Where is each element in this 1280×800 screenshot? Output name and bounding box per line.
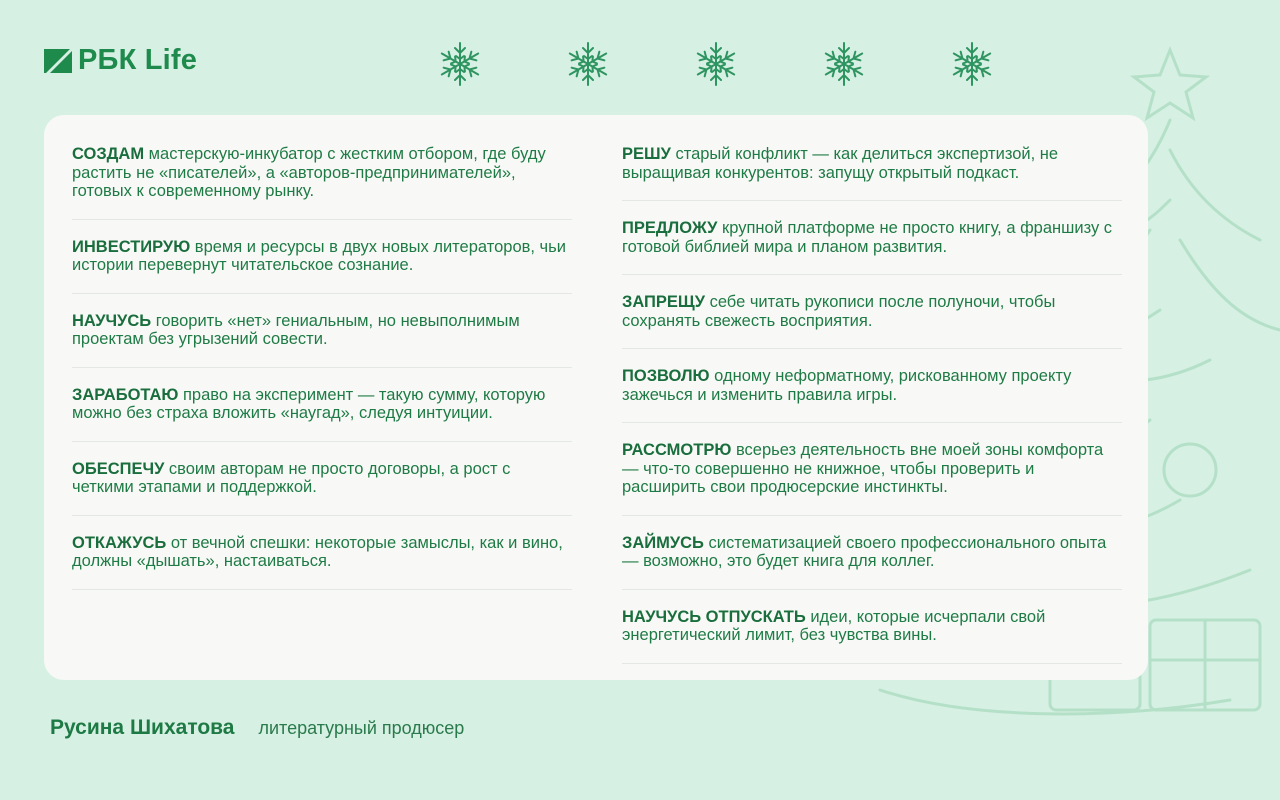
item-text: право на эксперимент — такую сумму, которую можно без страха вложить «наугад», следуя интуиции. — [72, 385, 546, 422]
list-item — [622, 145, 1122, 201]
brand-logo[interactable] — [44, 44, 197, 77]
item-text: своим авторам не просто договоры, а рост с четкими этапами и поддержкой. — [72, 459, 511, 496]
item-keyword: ОБЕСПЕЧУ — [72, 459, 165, 478]
item-text: крупной платформе не просто книгу, а франшизу с готовой библией мира и планом развития. — [622, 219, 1113, 256]
item-keyword: ИНВЕСТИРУЮ — [72, 237, 191, 256]
item-keyword: ЗАЙМУСЬ — [622, 533, 704, 552]
list-item — [72, 145, 572, 220]
list-item — [622, 293, 1122, 349]
item-text: идеи, которые исчерпали свой энергетический лимит, без чувства вины. — [622, 607, 1046, 644]
rbc-logo-icon — [44, 47, 72, 75]
author-name: Русина Шихатова — [50, 716, 235, 739]
brand-name: РБК Life — [78, 44, 198, 76]
item-keyword: РЕШУ — [622, 145, 671, 163]
item-text: одному неформатному, рискованному проекту зажечься и изменить правила игры. — [622, 367, 1072, 404]
item-text: говорить «нет» гениальным, но невыполнимым проектам без угрызений совести. — [72, 311, 520, 348]
snowflake-icon — [436, 40, 484, 88]
list-item — [622, 219, 1122, 275]
snowflake-icon — [564, 40, 612, 88]
item-text: старый конфликт — как делиться экспертизой, не выращивая конкурентов: запущу открытый подкаст. — [622, 145, 1059, 182]
author-role: литературный продюсер — [258, 718, 465, 738]
item-text: от вечной спешки: некоторые замыслы, как и вино, должны «дышать», настаиваться. — [72, 533, 563, 570]
list-item — [622, 534, 1122, 590]
snowflake-icon — [692, 40, 740, 88]
resolutions-card — [44, 115, 1148, 680]
list-item — [72, 460, 572, 516]
left-column — [72, 145, 572, 608]
list-item — [622, 367, 1122, 423]
item-text: всерьез деятельность вне моей зоны комфорта — что-то совершенно не книжное, чтобы проверить и расширить свои продюсерские инстинкты. — [622, 441, 1104, 496]
item-text: систематизацией своего профессионального опыта — возможно, это будет книга для коллег. — [622, 533, 1107, 570]
right-column — [622, 145, 1122, 682]
item-text: время и ресурсы в двух новых литераторов, чьи истории перевернут читательское сознание. — [72, 237, 566, 274]
list-item — [72, 386, 572, 442]
list-item — [72, 534, 572, 590]
item-keyword: СОЗДАМ — [72, 145, 145, 163]
list-item — [622, 608, 1122, 664]
list-item — [622, 441, 1122, 516]
item-text: себе читать рукописи после полуночи, чтобы сохранять свежесть восприятия. — [622, 293, 1056, 330]
item-keyword: ЗАПРЕЩУ — [622, 293, 705, 311]
item-keyword: ЗАРАБОТАЮ — [72, 385, 179, 404]
item-keyword: НАУЧУСЬ — [72, 311, 152, 330]
list-item — [72, 238, 572, 294]
author-signature — [50, 716, 464, 740]
item-keyword: ОТКАЖУСЬ — [72, 533, 167, 552]
item-keyword: РАССМОТРЮ — [622, 441, 732, 459]
item-keyword: ПОЗВОЛЮ — [622, 367, 710, 385]
item-keyword: НАУЧУСЬ ОТПУСКАТЬ — [622, 607, 806, 626]
item-text: мастерскую-инкубатор с жестким отбором, где буду растить не «писателей», а «авторов-предпринимателей», готовых к современному рынку. — [72, 145, 546, 200]
item-keyword: ПРЕДЛОЖУ — [622, 219, 718, 237]
list-item — [72, 312, 572, 368]
